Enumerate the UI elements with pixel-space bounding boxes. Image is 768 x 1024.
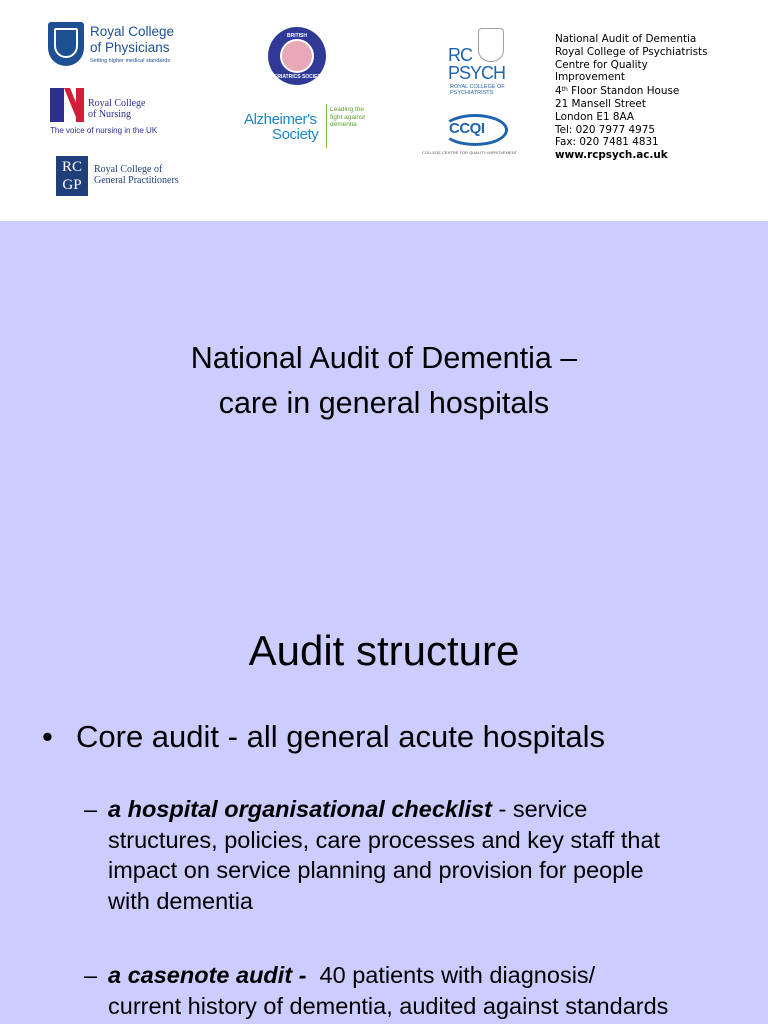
slide-title [0,336,768,426]
rcpsych-tag2: PSYCHIATRISTS [450,90,494,96]
sub-item-checklist [84,794,744,919]
address-line: National Audit of Dementia [555,33,697,45]
website-link[interactable]: www.rcpsych.ac.uk [555,149,668,162]
rcpsych-crest-icon [478,28,504,62]
alzheimers-society-logo [244,104,374,148]
rcp-logo [48,22,188,68]
bullet-item [42,717,605,757]
rcp-name-line2: of Physicians [90,40,170,55]
logo-header [0,0,768,221]
ccqi-tagline: COLLEGE CENTRE FOR QUALITY IMPROVEMENT [422,150,518,155]
address-line [555,84,765,98]
rcp-tagline: Setting higher medical standards [90,58,171,64]
sub2-line1-rest: 40 patients with diagnosis/ [306,962,596,988]
fax: Fax: 020 7481 4831 [555,136,659,149]
address-line: London E1 8AA [555,110,634,123]
alz-divider [326,104,327,148]
contact-address [555,33,765,162]
alz-tag2: fight against [330,113,366,121]
slide-body [0,221,768,1024]
alz-tag3: dementia [330,121,357,128]
rcpsych-tag1: ROYAL COLLEGE OF [450,84,505,90]
bullet-text: Core audit - all general acute hospitals [76,719,606,754]
sub1-bold: a hospital organisational checklist [108,796,492,822]
address-line: 21 Mansell Street [555,97,646,110]
sub1-line1-rest: - service [491,796,588,822]
bullet-marker: • [42,719,53,754]
rcgp-logo [56,156,186,196]
section-heading: Audit structure [248,627,520,674]
floor-number: 4 [555,85,562,98]
sub1-line4: with dementia [108,887,253,914]
rcn-logo [50,88,160,140]
telephone: Tel: 020 7977 4975 [555,123,655,136]
alz-name-line1: Alzheimer's [244,111,317,128]
rcgp-mark-line2: GP [62,177,82,193]
dash-marker: – [84,962,98,988]
floor-building: Floor Standon House [567,85,680,98]
sub1-line3: impact on service planning and provision for people [108,857,644,883]
rcp-shield-icon [48,22,84,66]
rcgp-mark-icon [56,156,88,196]
slide-title-line2: care in general hospitals [218,386,550,420]
address-line: Royal College of Psychiatrists [555,45,708,58]
rcp-name-line1: Royal College [90,24,175,39]
rcn-name-line1: Royal College [88,98,146,109]
sub1-line2: structures, policies, care processes and key staff that [108,826,661,853]
rcn-name-line2: of Nursing [88,109,132,120]
alz-tag1: Leading the [330,106,364,113]
sub2-line2: current history of dementia, audited against standards [108,992,669,1019]
rcpsych-logo [446,28,516,98]
bgs-text-bottom: GERIATRICS SOCIETY [270,74,324,80]
bgs-text-top: BRITISH [287,33,307,39]
bgs-core-icon [280,39,314,73]
bgs-logo [268,27,326,85]
floor-suffix: th [561,86,568,94]
address-line: Improvement [555,71,625,84]
rcn-tagline: The voice of nursing in the UK [50,126,158,135]
ccqi-name: CCQI [449,120,485,137]
dash-marker: – [84,796,98,822]
sub-item-casenote [84,960,744,1024]
rcgp-name-line1: Royal College of [94,164,163,175]
address-line: Centre for Quality [555,58,648,71]
ccqi-logo [422,114,530,158]
rcn-mark-icon [50,88,84,122]
slide-title-line1: National Audit of Dementia – [190,341,578,375]
alz-name-line2: Society [272,126,319,143]
sub2-bold: a casenote audit - [108,962,307,988]
rcpsych-line2: PSYCH [448,63,506,83]
rcgp-name-line2: General Practitioners [94,175,179,186]
rcgp-mark-line1: RC [61,159,82,175]
rcpsych-line1: RC [448,45,472,65]
